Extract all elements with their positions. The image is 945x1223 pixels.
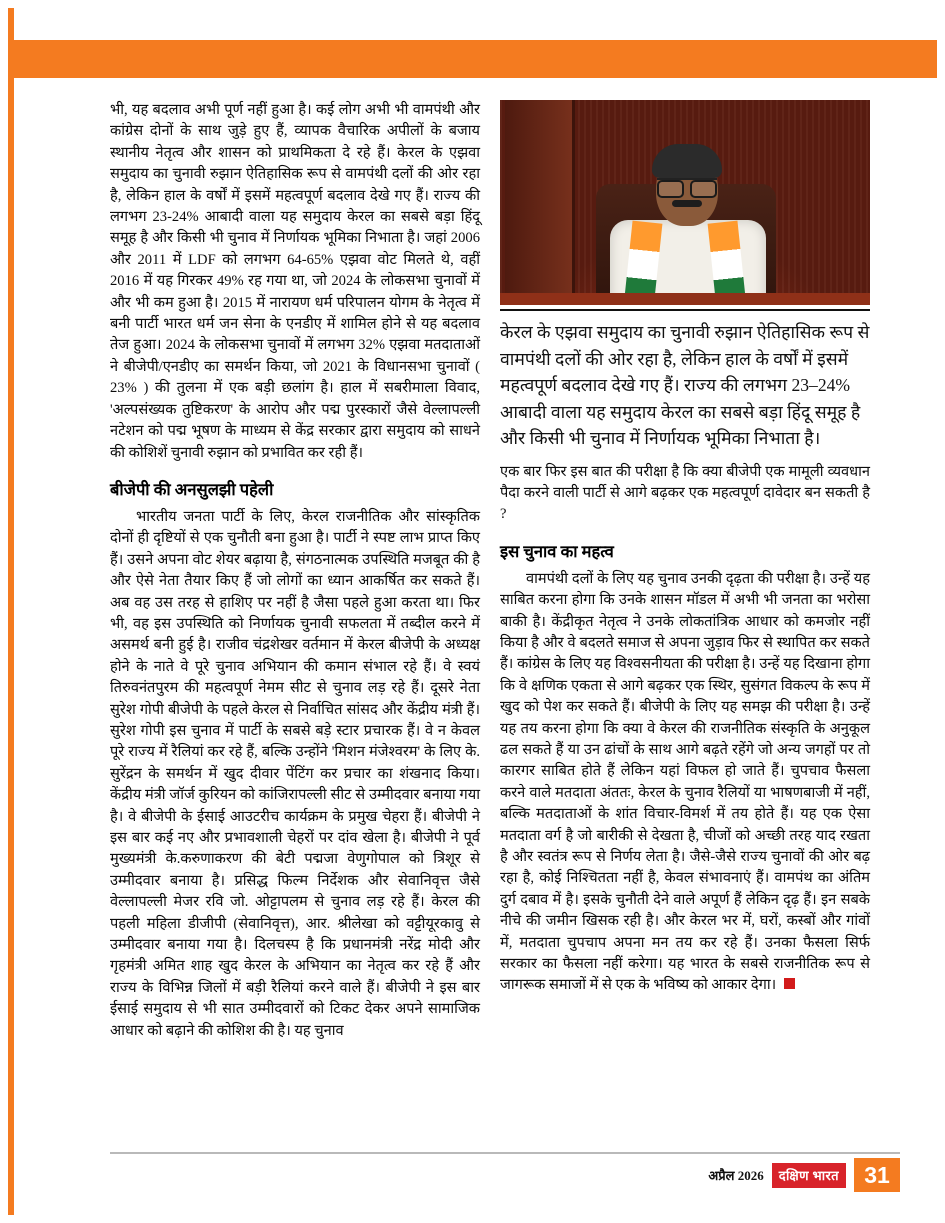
photo-bottom-edge bbox=[500, 293, 870, 305]
page-top-accent-band bbox=[14, 40, 937, 78]
masthead-logo: दक्षिण भारत bbox=[772, 1163, 846, 1188]
page-top-white-band bbox=[14, 8, 937, 40]
right-lead-paragraph: एक बार फिर इस बात की परीक्षा है कि क्या बीजेपी एक मामूली व्यवधान पैदा करने वाली पार्टी से आगे बढ़कर एक महत्वपूर्ण दावेदार बन सकती है ? bbox=[500, 463, 870, 523]
right-section-heading: इस चुनाव का महत्व bbox=[500, 541, 614, 561]
left-section-heading: बीजेपी की अनसुलझी पहेली bbox=[110, 479, 274, 499]
article-photo bbox=[500, 100, 870, 305]
page-left-accent-bar bbox=[8, 8, 14, 1215]
photo-door bbox=[505, 100, 575, 305]
right-column bbox=[500, 100, 870, 999]
footer-divider bbox=[110, 1152, 900, 1154]
pull-quote: केरल के एझवा समुदाय का चुनावी रुझान ऐतिहासिक रूप से वामपंथी दलों की ओर रहा है, लेकिन हाल के वर्षों में इसमें महत्वपूर्ण बदलाव देखे गए हैं। राज्य की लगभग 23–24% आबादी वाला यह समुदाय केरल का सबसे बड़ा हिंदू समूह है और किसी भी चुनाव में निर्णायक भूमिका निभाता है। bbox=[500, 309, 870, 452]
photo-subject-moustache bbox=[672, 200, 702, 207]
left-column bbox=[110, 100, 480, 1044]
photo-background bbox=[500, 100, 870, 305]
left-paragraph-1: भी, यह बदलाव अभी पूर्ण नहीं हुआ है। कई लोग अभी भी वामपंथी और कांग्रेस दोनों के साथ जुड़े हुए हैं, व्यापक वैचारिक अपीलों के बजाय स्थानीय नेतृत्व और शासन को प्राथमिकता दे रहे हैं। केरल के एझवा समुदाय का चुनावी रुझान ऐतिहासिक रूप से वामपंथी दलों की ओर रहा है, लेकिन हाल के वर्षों में इसमें महत्वपूर्ण बदलाव देखे गए हैं। राज्य की लगभग 23-24% आबादी वाला यह समुदाय केरल का सबसे बड़ा हिंदू समूह है और किसी भी चुनाव में निर्णायक भूमिका निभाता है। जहां 2006 और 2011 में LDF को लगभग 64-65% एझवा वोट मिलते थे, वहीं 2016 में यह गिरकर 49% रह गया था, जो 2024 के लोकसभा चुनावों में और भी कम हुआ है। 2015 में नारायण धर्म परिपालन योगम के नेतृत्व में बनी पार्टी भारत धर्म जन सेना के एनडीए में शामिल होने से यह बदलाव तेज हुआ। 2024 के लोकसभा चुनावों में लगभग 32% एझवा मतदाताओं ने बीजेपी/एनडीए का समर्थन किया, जो 2021 के विधानसभा चुनावों ( 23% ) की तुलना में एक बड़ी छलांग है। हाल में सबरीमाला विवाद, 'अल्पसंख्यक तुष्टिकरण' के आरोप और पद्म पुरस्कारों जैसे वेल्लापल्ली नटेशन को पद्म भूषण के माध्यम से केंद्र सरकार द्वारा समुदाय को साधने की कोशिशें चुनावी रुझान को प्रभावित कर रही हैं। bbox=[110, 102, 480, 461]
page-number: 31 bbox=[854, 1158, 900, 1192]
left-paragraph-2: भारतीय जनता पार्टी के लिए, केरल राजनीतिक और सांस्कृतिक दोनों ही दृष्टियों से एक चुनौती बना हुआ है। पार्टी ने स्पष्ट लाभ प्राप्त किए हैं। उसने अपना वोट शेयर बढ़ाया है, संगठनात्मक उपस्थिति मजबूत की है और ऐसे नेता तैयार किए हैं जो लोगों का ध्यान आकर्षित कर सकते हैं। अब वह उस तरह से हाशिए पर नहीं है जैसा पहले हुआ करता था। फिर भी, वह इस उपस्थिति को निर्णायक चुनावी सफलता में तब्दील करने में असमर्थ बनी हुई है। राजीव चंद्रशेखर वर्तमान में केरल बीजेपी के अध्यक्ष होने के नाते वे पूरे चुनाव अभियान की कमान संभाल रहे हैं। वे स्वयं तिरुवनंतपुरम की महत्वपूर्ण नेमम सीट से चुनाव लड़ रहे हैं। दूसरे नेता सुरेश गोपी बीजेपी के पहले केरल से निर्वाचित सांसद और केंद्रीय मंत्री हैं। सुरेश गोपी इस चुनाव में पार्टी के सबसे बड़े स्टार प्रचारक हैं। वे न केवल पूरे राज्य में रैलियां कर रहे हैं, बल्कि उन्होंने 'मिशन मंजेश्वरम' के लिए के. सुरेंद्रन के समर्थन में खुद दीवार पेंटिंग कर प्रचार का शंखनाद किया। केंद्रीय मंत्री जॉर्ज कुरियन को कांजिरापल्ली सीट से उम्मीदवार बनाया गया है। वे बीजेपी के ईसाई आउटरीच कार्यक्रम के प्रमुख चेहरा हैं। बीजेपी ने इस बार कई नए और प्रभावशाली चेहरों पर दांव खेला है। बीजेपी ने पूर्व मुख्यमंत्री के.करुणाकरण की बेटी पद्मजा वेणुगोपाल को त्रिशूर से उम्मीदवार बनाया है। प्रसिद्ध फिल्म निर्देशक और सेवानिवृत्त जैसे वेल्लापल्ली मेजर रवि जो. ओट्टापलम से चुनाव लड़ रहे हैं। केरल की पहली महिला डीजीपी (सेवानिवृत्त), आर. श्रीलेखा को वट्टीयूरकावु से उम्मीदवार बनाया गया है। दिलचस्प है कि प्रधानमंत्री नरेंद्र मोदी और गृहमंत्री अमित शाह खुद केरल के अभियान का नेतृत्व कर रहे हैं और राज्य के विभिन्न जिलों में बड़ी रैलियां करने वाले हैं। बीजेपी ने इस बार ईसाई समुदाय से भी सात उम्मीदवारों को टिकट देकर अपने सामाजिक आधार को बढ़ाने की कोशिश की है। यह चुनाव bbox=[110, 508, 480, 1039]
photo-subject-hair bbox=[652, 144, 722, 178]
right-paragraph-1 bbox=[500, 569, 870, 997]
issue-date: अप्रैल 2026 bbox=[708, 1168, 764, 1183]
right-paragraph-1-text: वामपंथी दलों के लिए यह चुनाव उनकी दृढ़ता की परीक्षा है। उन्हें यह साबित करना होगा कि उनके शासन मॉडल में अभी भी जनता का भरोसा बाकी है। केंद्रीकृत नेतृत्व ने उनके लोकतांत्रिक आधार को कमजोर नहीं किया है और वे बदलते समाज से अपना जुड़ाव फिर से स्थापित कर सकते हैं। कांग्रेस के लिए यह विश्वसनीयता की परीक्षा है। उन्हें यह दिखाना होगा कि वे क्षणिक एकता से आगे बढ़कर एक स्थिर, सुसंगत विकल्प के रूप में खुद को पेश कर सकते हैं। बीजेपी के लिए यह समझ की परीक्षा है। उन्हें यह तय करना होगा कि क्या वे केरल की राजनीतिक संस्कृति के अनुकूल ढल सकते हैं या उन ढांचों के साथ आगे बढ़ते रहेंगे जो अन्य जगहों पर तो कारगर साबित होते हैं लेकिन यहां विफल हो जाते हैं। चुपचाव फैसला करने वाले मतदाता अंततः, केरल के चुनाव रैलियों या भाषणबाजी में नहीं, बल्कि मतदाताओं के शांत विचार-विमर्श में तय होते हैं। यह एक ऐसा मतदाता वर्ग है जो बारीकी से देखता है, चीजों को अच्छी तरह याद रखता है और स्वतंत्र रूप से निर्णय लेता है। जैसे-जैसे राज्य चुनावों की ओर बढ़ रहा है, कोई निश्चितता नहीं है, केवल संभावनाएं हैं। वामपंथ का अंतिम दुर्ग दबाव में है। इसके चुनौती देने वाले अपूर्ण हैं लेकिन दृढ़ हैं। इन सबके नीचे की जमीन खिसक रही है। और केरल भर में, घरों, कस्बों और गांवों में, मतदाता चुपचाप अपना मन तय कर रहे हैं। उनका फैसला सिर्फ सरकार का फैसला नहीं करेगा। यह भारत के सबसे राजनीतिक रूप से जागरूक समाजों में से एक के भविष्य को आकार देगा। bbox=[500, 570, 870, 994]
end-of-article-mark bbox=[784, 978, 795, 989]
page-footer bbox=[600, 1158, 900, 1192]
photo-subject-glasses bbox=[657, 178, 717, 192]
